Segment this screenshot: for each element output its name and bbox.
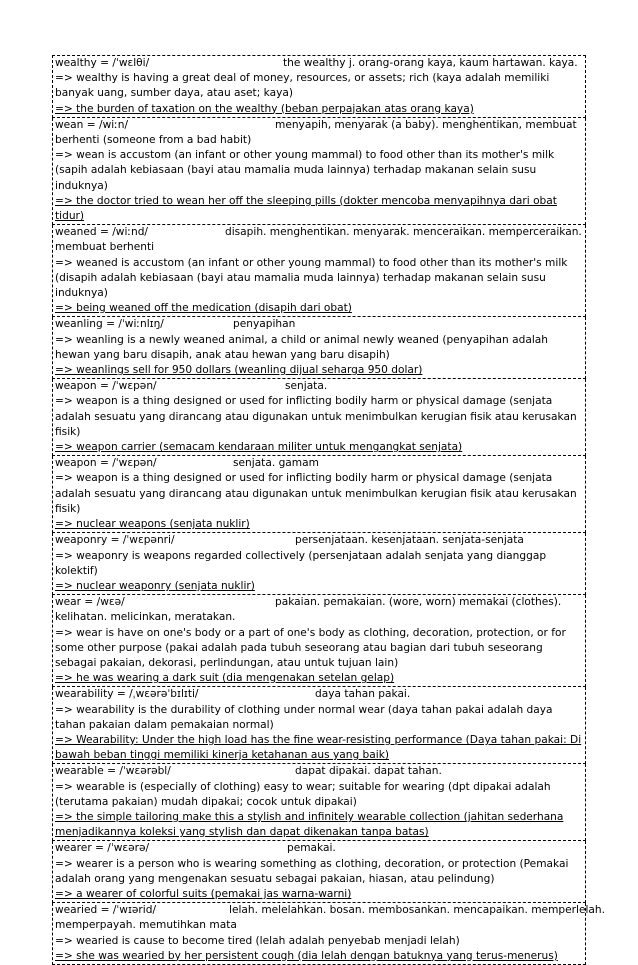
definition: => wean is accustom (an infant or other young mammal) to food other than its mother's milk (sapih adalah kebiasaan (bayi atau mamalia muda lainnya) terhadap makanan selain susu induknya) — [55, 149, 555, 192]
dictionary-page — [52, 55, 605, 965]
entry-head — [55, 595, 583, 610]
headword: weaponry = /ˈwɛpənri/ — [55, 534, 175, 547]
headword: wearability = /ˌwɛərəˈbɪlɪti/ — [55, 688, 199, 701]
headword: wearer = /ˈwɛərə/ — [55, 842, 150, 855]
example: => being weaned off the medication (disapih dari obat) — [55, 302, 352, 315]
definition: => weaned is accustom (an infant or other young mammal) to food other than its mother's milk (disapih adalah kebiasaan (bayi atau mamalia muda lainnya) terhadap makanan selain susu induknya) — [55, 256, 568, 300]
entry-head — [55, 903, 605, 918]
entry-wearable — [52, 764, 586, 841]
entry-head — [55, 764, 583, 779]
entry-head — [55, 225, 583, 240]
translation: daya tahan pakai. — [315, 688, 411, 701]
definition: => wear is have on one's body or a part of one's body as clothing, decoration, protection, or for some other purpose (pakai adalah pada tubuh seseorang atau bagian dari tubuh seseorang sebagai pakaian, dekorasi, perlindungan, atau untuk tujuan lain) — [55, 626, 566, 669]
translation-continued: kelihatan. melicinkan, meratakan. — [55, 611, 236, 624]
example: => a wearer of colorful suits (pemakai jas warna-warni) — [55, 887, 352, 900]
entry-wean — [52, 118, 586, 225]
headword: weanling = /ˈwiːnlɪŋ/ — [55, 318, 164, 331]
entry-head — [55, 317, 583, 332]
example: => he was wearing a dark suit (dia mengenakan setelan gelap) — [55, 672, 395, 685]
entry-head — [55, 56, 583, 71]
definition: => weapon is a thing designed or used for inflicting bodily harm or physical damage (senjata adalah sesuatu yang dirancang atau digunakan untuk menimbulkan kerugian fisik atau kerusakan fisik) — [55, 472, 577, 515]
entry-weaned — [52, 225, 586, 317]
headword: wean = /wiːn/ — [55, 118, 129, 131]
definition: => weaponry is weapons regarded collectively (persenjataan adalah senjata yang dianggap kolektif) — [55, 549, 547, 577]
entry-head — [55, 533, 583, 548]
example: => weapon carrier (semacam kendaraan militer untuk mengangkat senjata) — [55, 441, 463, 454]
definition: => wealthy is having a great deal of money, resources, or assets; rich (kaya adalah memiliki banyak uang, sumber daya, atau aset; kaya) — [55, 72, 550, 100]
entry-weaponry — [52, 533, 586, 595]
translation: senjata. gamam — [233, 457, 319, 470]
definition: => weanling is a newly weaned animal, a child or animal newly weaned (penyapihan adalah hewan yang baru disapih, anak atau hewan yang baru disapih) — [55, 333, 548, 361]
entry-wealthy — [52, 55, 586, 118]
example: => nuclear weaponry (senjata nuklir) — [55, 579, 255, 592]
translation: pakaian. pemakaian. (wore, worn) memakai (clothes). — [275, 596, 562, 609]
translation: the wealthy j. orang-orang kaya, kaum hartawan. kaya. — [283, 57, 578, 69]
example: => weanlings sell for 950 dollars (weanling dijual seharga 950 dolar) — [55, 364, 423, 377]
translation: lelah. melelahkan. bosan. membosankan. mencapaikan. memperlelah. — [229, 904, 605, 917]
definition: => wearer is a person who is wearing something as clothing, decoration, or protection (Pemakai adalah orang yang mengenakan sesuatu sebagai pakaian, hiasan, atau pelindung) — [55, 857, 569, 885]
translation: menyapih, menyarak (a baby). menghentikan, membuat — [275, 118, 577, 131]
headword: weapon = /ˈwɛpən/ — [55, 380, 157, 393]
entry-wearability — [52, 687, 586, 764]
entry-head — [55, 118, 583, 133]
headword: wear = /wɛə/ — [55, 596, 125, 609]
entry-head — [55, 379, 583, 394]
example: => nuclear weapons (senjata nuklir) — [55, 518, 250, 531]
entry-wearied — [52, 903, 605, 965]
entry-wear — [52, 595, 586, 687]
headword: weaned = /wiːnd/ — [55, 226, 148, 239]
translation: penyapihan — [233, 318, 296, 331]
definition: => wearability is the durability of clothing under normal wear (daya tahan pakai adalah daya tahan pakaian dalam pemakaian normal) — [55, 703, 553, 731]
entry-wearer — [52, 841, 586, 903]
headword: wearied = /ˈwɪərid/ — [55, 904, 157, 917]
translation-continued: berhenti (someone from a bad habit) — [55, 134, 252, 147]
example: => the simple tailoring make this a stylish and infinitely wearable collection (jahitan sederhana menjadikannya koleksi yang stylish dan dapat dikenakan tanpa batas) — [55, 810, 564, 839]
translation: persenjataan. kesenjataan. senjata-senjata — [295, 534, 524, 547]
translation: pemakai. — [287, 842, 336, 855]
entry-weanling — [52, 317, 586, 379]
entry-weapon — [52, 379, 586, 456]
headword: weapon = /ˈwɛpən/ — [55, 457, 157, 470]
headword: wearable = /ˈwɛərəbl/ — [55, 765, 171, 778]
translation: disapih. menghentikan. menyarak. menceraikan. memperceraikan. — [225, 226, 582, 239]
entry-head — [55, 687, 583, 702]
example: => Wearability: Under the high load has the fine wear-resisting performance (Daya tahan pakai: Di bawah beban tinggi memiliki kinerja ketahanan aus yang baik) — [55, 733, 582, 762]
example: => the doctor tried to wean her off the sleeping pills (dokter mencoba menyapihnya dari obat tidur) — [55, 194, 557, 223]
definition: => wearable is (especially of clothing) easy to wear; suitable for wearing (dpt dipakai adalah (terutama pakaian) mudah dipakai; cocok untuk dipakai) — [55, 780, 551, 808]
entry-weapon-2 — [52, 456, 586, 533]
example: => she was wearied by her persistent cough (dia lelah dengan batuknya yang terus-menerus) — [55, 949, 558, 962]
entry-head — [55, 841, 583, 856]
entry-head — [55, 456, 583, 471]
translation-continued: memperpayah. memutihkan mata — [55, 919, 237, 932]
translation-continued: membuat berhenti — [55, 241, 155, 254]
translation: senjata. — [285, 380, 328, 393]
example: => the burden of taxation on the wealthy (beban perpajakan atas orang kaya) — [55, 102, 474, 115]
definition: => wearied is cause to become tired (lelah adalah penyebab menjadi lelah) — [55, 934, 460, 947]
headword: wealthy = /ˈwɛlθi/ — [55, 57, 150, 69]
translation: dapat dipakai. dapat tahan. — [295, 765, 442, 778]
definition: => weapon is a thing designed or used for inflicting bodily harm or physical damage (senjata adalah sesuatu yang dirancang atau digunakan untuk menimbulkan kerugian fisik atau kerusakan fisik) — [55, 395, 577, 438]
